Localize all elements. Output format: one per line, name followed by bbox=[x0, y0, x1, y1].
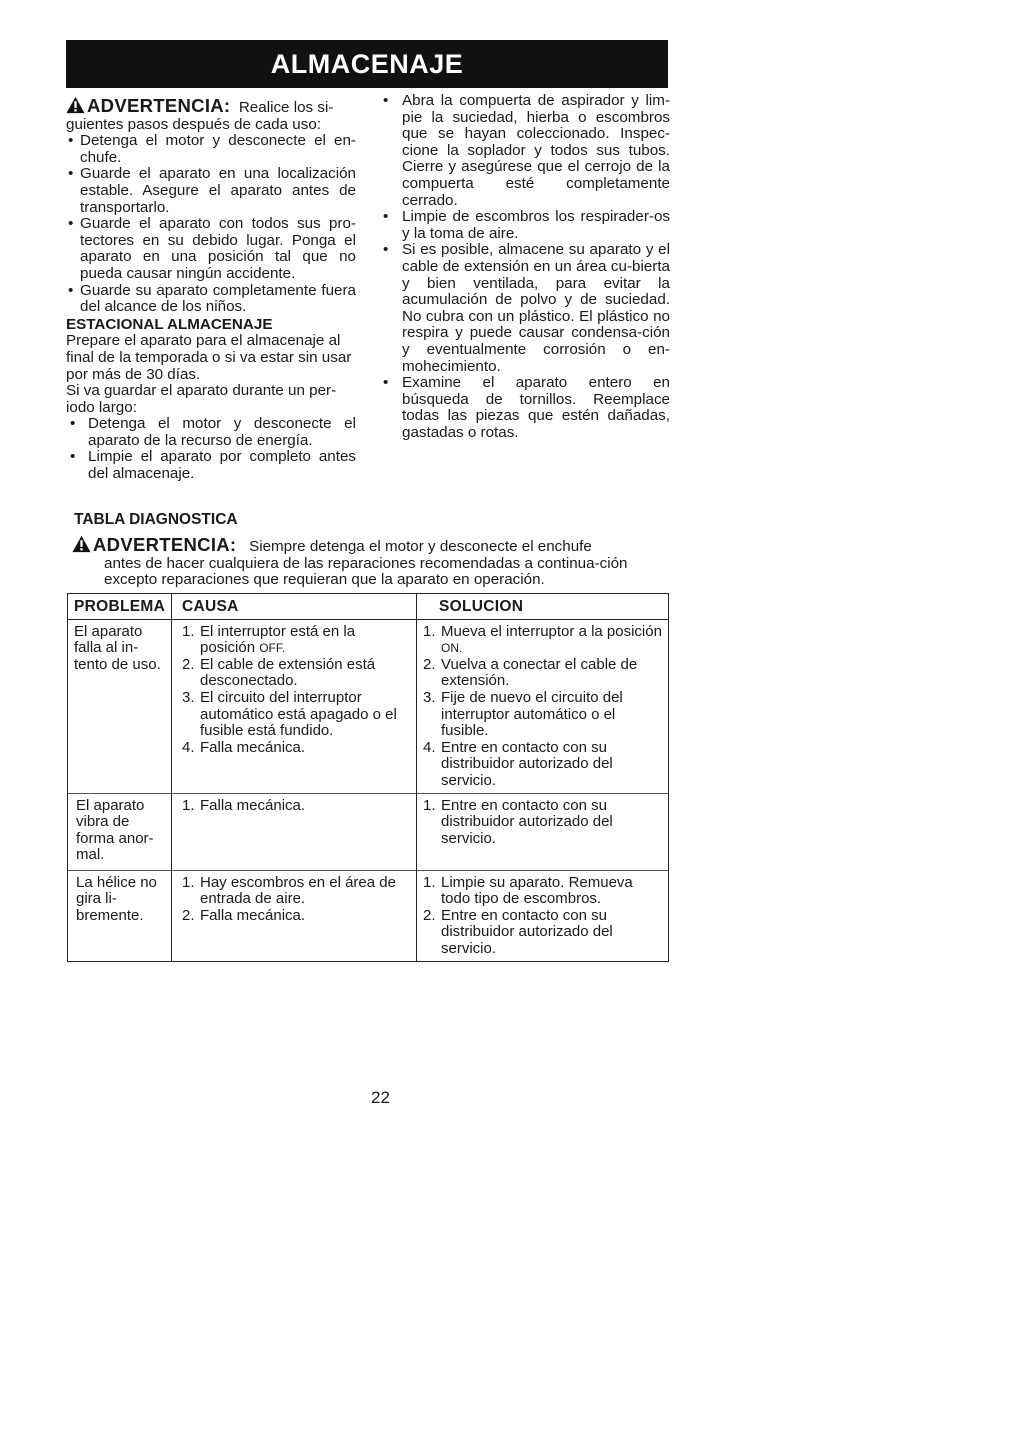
header-solucion: SOLUCION bbox=[417, 594, 669, 620]
seasonal-steps-list bbox=[66, 416, 356, 482]
cause-item: 3. El circuito del interruptor automático está apagado o el fusible está fundido. bbox=[182, 688, 397, 740]
list-item: • Guarde el aparato con todos sus pro-tectores en su debido lugar. Ponga el aparato en una posición tal que no pueda causar ningún accidente. bbox=[66, 216, 356, 282]
list-item: • Examine el aparato entero en búsqueda de tornillos. Reemplace todas las piezas que estén dañadas, gastadas o rotas. bbox=[383, 375, 670, 441]
solution-cell bbox=[417, 619, 669, 793]
problem-cell: El aparato vibra de forma anor-mal. bbox=[68, 793, 172, 870]
cause-item: 1. Hay escombros en el área de entrada de aire. bbox=[182, 873, 396, 908]
seasonal-paragraph: Si va guardar el aparato durante un per-iodo largo: bbox=[66, 382, 337, 416]
diagnostic-table bbox=[67, 593, 669, 962]
diagnostic-warning bbox=[74, 535, 654, 589]
list-item: • Guarde el aparato en una localización estable. Asegure el aparato antes de transportarlo. bbox=[66, 166, 356, 216]
storage-steps-list-continued bbox=[383, 93, 670, 441]
solution-item: 1. Entre en contacto con su distribuidor autorizado del servicio. bbox=[423, 796, 613, 847]
diagnostic-title: TABLA DIAGNOSTICA bbox=[74, 511, 238, 528]
header-problema: PROBLEMA bbox=[68, 594, 172, 620]
left-column bbox=[66, 96, 356, 483]
cause-cell bbox=[172, 793, 417, 870]
header-causa: CAUSA bbox=[172, 594, 417, 620]
cause-cell bbox=[172, 619, 417, 793]
cause-item: 4. Falla mecánica. bbox=[182, 738, 306, 756]
warning-text: Realice los si-guientes pasos después de cada uso: bbox=[66, 99, 334, 133]
list-item: • Limpie de escombros los respirader-os y la toma de aire. bbox=[383, 209, 670, 242]
list-item: • Limpie el aparato por completo antes del almacenaje. bbox=[66, 449, 356, 482]
warning-text: Siempre detenga el motor y desconecte el enchufe bbox=[249, 538, 592, 555]
solution-item: 1. Limpie su aparato. Remueva todo tipo de escombros. bbox=[423, 873, 633, 908]
solution-item: 2. Vuelva a conectar el cable de extensión. bbox=[423, 655, 638, 690]
warning-text-continued: antes de hacer cualquiera de las reparaciones recomendadas a continua-ción excepto reparaciones que requieran que la aparato en operación. bbox=[104, 554, 628, 589]
table-row bbox=[68, 793, 669, 870]
list-item: • Guarde su aparato completamente fuera del alcance de los niños. bbox=[66, 283, 356, 316]
list-item: • Abra la compuerta de aspirador y lim-pie la suciedad, hierba o escombros que se hayan coleccionado. Inspec-cione la soplador y todos sus tubos. Cierre y asegúrese que el cerrojo de la compuerta esté completamente cerrado. bbox=[383, 93, 670, 209]
page-number: 22 bbox=[371, 1088, 390, 1107]
list-item: • Si es posible, almacene su aparato y el cable de extensión en un área cu-bierta y bien ventilada, para evitar la acumulación de polvo y de suciedad. No cubra con un plástico. El plástico no respira y puede causar condensa-ción y eventualmente corrosión o en-mohecimiento. bbox=[383, 242, 670, 375]
seasonal-heading: ESTACIONAL ALMACENAJE bbox=[66, 315, 273, 333]
solution-item: 1. Mueva el interruptor a la posición ON. bbox=[423, 622, 662, 656]
warning-triangle-icon bbox=[72, 535, 91, 553]
solution-cell bbox=[417, 870, 669, 961]
cause-item: 1. Falla mecánica. bbox=[182, 796, 306, 814]
section-title-bar bbox=[66, 40, 668, 88]
seasonal-paragraph: Prepare el aparato para el almacenaje al final de la temporada o si va estar sin usar por más de 30 días. bbox=[66, 332, 352, 383]
cause-item: 1. El interruptor está en la posición OFF. bbox=[182, 622, 356, 657]
solution-item: 4. Entre en contacto con su distribuidor autorizado del servicio. bbox=[423, 738, 613, 789]
list-item: • Detenga el motor y desconecte el aparato de la recurso de energía. bbox=[66, 416, 356, 449]
cause-item: 2. Falla mecánica. bbox=[182, 906, 306, 924]
problem-cell: La hélice no gira li-bremente. bbox=[68, 870, 172, 961]
warning-label: ADVERTENCIA: bbox=[93, 534, 237, 555]
warning-triangle-icon bbox=[66, 96, 85, 114]
storage-steps-list bbox=[66, 133, 356, 316]
section-title: ALMACENAJE bbox=[270, 48, 464, 79]
warning-label: ADVERTENCIA: bbox=[87, 95, 231, 116]
right-column bbox=[383, 93, 670, 441]
solution-item: 2. Entre en contacto con su distribuidor autorizado del servicio. bbox=[423, 906, 613, 957]
table-row bbox=[68, 619, 669, 793]
table-header-row bbox=[68, 594, 669, 620]
cause-item: 2. El cable de extensión está desconectado. bbox=[182, 655, 376, 690]
storage-warning bbox=[66, 96, 356, 133]
list-item: • Detenga el motor y desconecte el en-chufe. bbox=[66, 133, 356, 166]
solution-item: 3. Fije de nuevo el circuito del interruptor automático o el fusible. bbox=[423, 688, 623, 740]
cause-cell bbox=[172, 870, 417, 961]
solution-cell bbox=[417, 793, 669, 870]
table-row bbox=[68, 870, 669, 961]
problem-cell: El aparato falla al in-tento de uso. bbox=[68, 619, 172, 793]
